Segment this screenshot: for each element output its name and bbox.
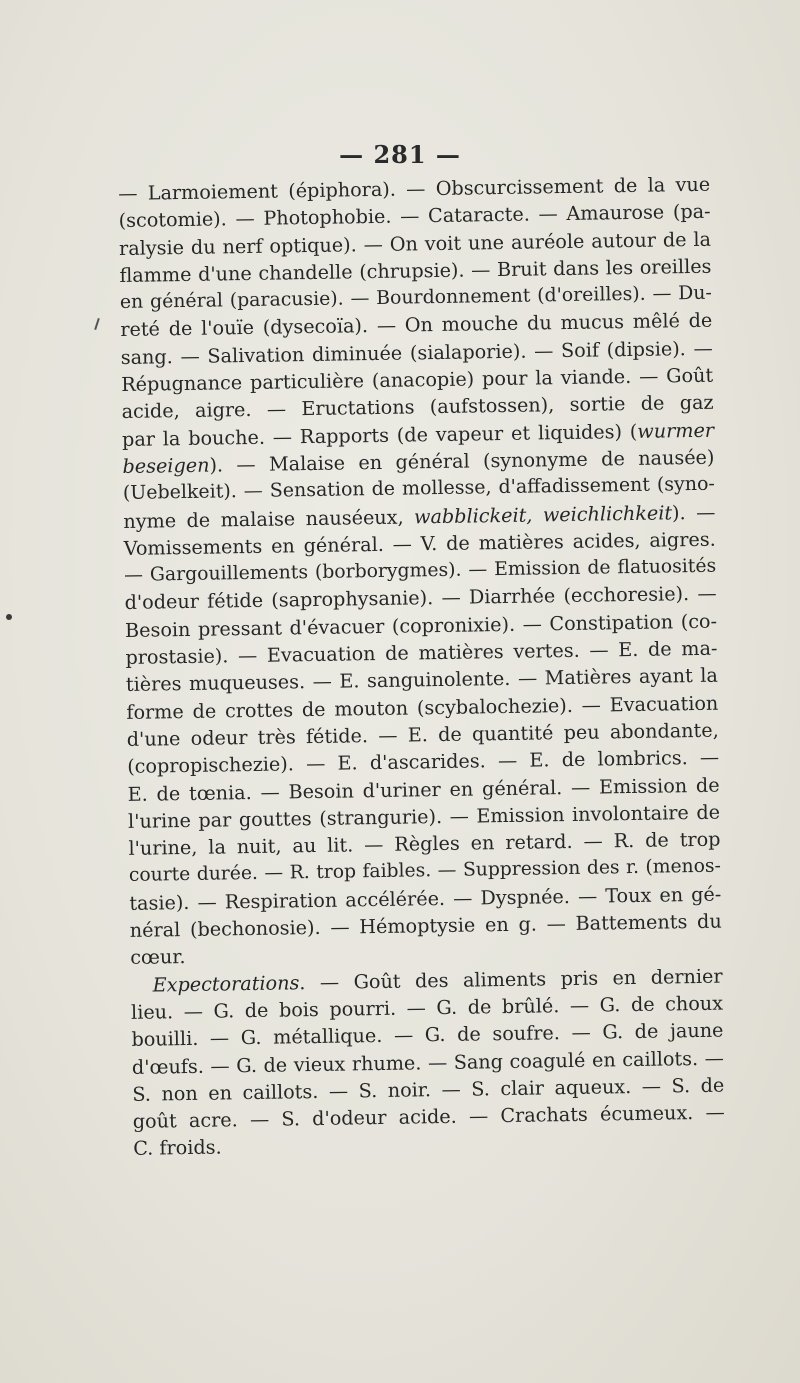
margin-tick-mark (94, 318, 100, 330)
text-line: (Uebelkeit). — Sensation de mollesse, d'affadissement (syno- (122, 472, 716, 505)
text-line: — Gargouillements (borborygmes). — Emission de flatuosités (124, 555, 717, 587)
page-number: — 281 — (339, 140, 461, 169)
text-line: d'œufs. — G. de vieux rhume. — Sang coagulé en caillots. — (131, 1046, 725, 1079)
text-line: l'urine, la nuit, au lit. — Règles en retard. — R. de trop (128, 827, 721, 861)
italic-term: beseigen (122, 453, 210, 478)
text-line: Expectorations. — Goût des aliments pris en dernier (152, 964, 723, 997)
text-line: E. de tœnia. — Besoin d'uriner en général. — Emission de (127, 773, 720, 806)
text-line: flamme d'une chandelle (chrupsie). — Bruit dans les oreilles (119, 254, 712, 287)
text-line: reté de l'ouïe (dysecoïa). — On mouche du mucus mêlé de (120, 309, 713, 342)
italic-term: wurmer (637, 418, 715, 443)
text-line: (scotomie). — Photophobie. — Cataracte. — Amaurose (pa- (118, 199, 711, 233)
text-line: Vomissements en général. — V. de matières acides, aigres. (123, 527, 716, 560)
margin-mark (6, 614, 12, 620)
text-line: beseigen). — Malaise en général (synonyme de nausée) (122, 445, 715, 478)
text-line: ralysie du nerf optique). — On voit une auréole autour de la (118, 227, 712, 260)
text-line: C. froids. (133, 1135, 222, 1161)
text-line: Répugnance particulière (anacopie) pour la viande. — Goût (121, 363, 714, 397)
text-line: acide, aigre. — Eructations (aufstossen), sortie de gaz (121, 391, 714, 424)
text-line: S. non en caillots. — S. noir. — S. clair aqueux. — S. de (132, 1073, 725, 1106)
text-line: goût acre. — S. d'odeur acide. — Crachats écumeux. — (132, 1100, 725, 1133)
text-line: lieu. — G. de bois pourri. — G. de brûlé. — G. de choux (130, 991, 724, 1024)
text-line: forme de crottes de mouton (scybalochezie). — Evacuation (126, 691, 719, 724)
body-text (118, 171, 725, 1163)
text-line: tières muqueuses. — E. sanguinolente. — Matières ayant la (125, 663, 719, 697)
text-line: néral (bechonosie). — Hémoptysie en g. — Battements du (129, 909, 722, 942)
text-line: cœur. (130, 945, 186, 970)
text-line: Besoin pressant d'évacuer (copronixie). — Constipation (co- (124, 609, 718, 642)
text-line: sang. — Salivation diminuée (sialaporie). — Soif (dipsie). — (120, 336, 713, 369)
text-line: prostasie). — Evacuation de matières vertes. — E. de ma- (125, 636, 718, 669)
italic-term: wabblickeit, weichlichkeit (413, 500, 673, 528)
text-line: en général (paracusie). — Bourdonnement (d'oreilles). — Du- (119, 281, 713, 314)
text-line: tasie). — Respiration accélérée. — Dyspnée. — Toux en gé- (129, 882, 722, 915)
text-line: par la bouche. — Rapports (de vapeur et liquides) (wurmer (121, 418, 715, 451)
text-line: bouilli. — G. métallique. — G. de soufre. — G. de jaune (131, 1018, 724, 1052)
italic-term: Expectorations (152, 970, 300, 997)
text-line: d'odeur fétide (saprophysanie). — Diarrhée (ecchoresie). — (124, 582, 717, 615)
text-line: l'urine par gouttes (strangurie). — Emission involontaire de (127, 800, 721, 833)
text-line: d'une odeur très fétide. — E. de quantité peu abondante, (126, 718, 719, 751)
text-line: (copropischezie). — E. d'ascarides. — E. de lombrics. — (127, 745, 720, 779)
text-line: courte durée. — R. trop faibles. — Suppression des r. (menos- (128, 856, 722, 887)
text-line: — Larmoiement (épiphora). — Obscurcissement de la vue (118, 172, 711, 205)
text-line: nyme de malaise nauséeux, wabblickeit, weichlichkeit). — (123, 500, 716, 533)
